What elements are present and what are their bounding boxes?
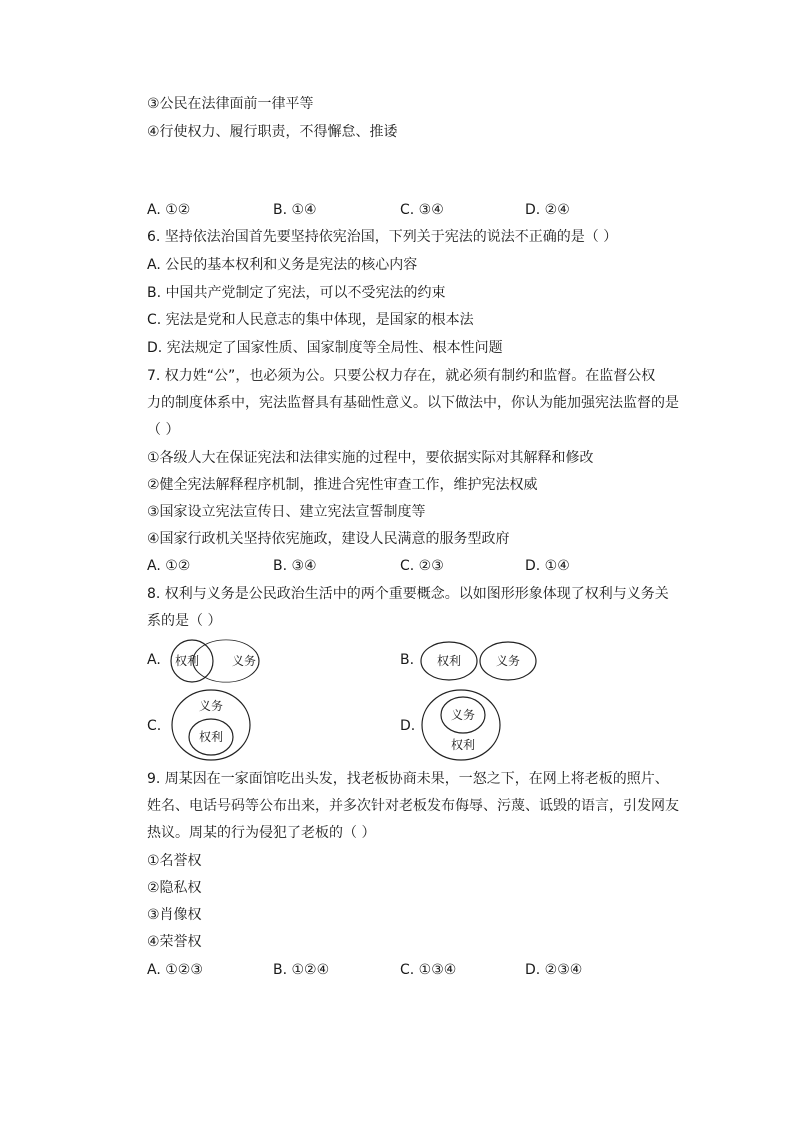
q7-statement-2: ②健全宪法解释程序机制，推进合宪性审查工作，维护宪法权威 — [147, 477, 538, 493]
q6-option-a: A. 公民的基本权利和义务是宪法的核心内容 — [147, 257, 418, 273]
q5-statement-4: ④行使权力、履行职责，不得懈怠、推诿 — [147, 124, 398, 140]
q5-option-d: D. ②④ — [525, 202, 570, 218]
q7-option-b: B. ③④ — [273, 558, 317, 574]
q8-figure-d-duties-inside — [420, 688, 502, 762]
q5-option-a: A. ①② — [147, 202, 191, 218]
q5-statement-3: ③公民在法律面前一律平等 — [147, 96, 314, 112]
q5-option-c: C. ③④ — [400, 202, 444, 218]
rights-label: 权利 — [451, 738, 476, 752]
duties-label: 义务 — [451, 708, 476, 722]
q7-stem-line-3: （ ） — [147, 422, 180, 438]
q8-figure-c-rights-inside — [170, 688, 252, 762]
q6-option-b: B. 中国共产党制定了宪法，可以不受宪法的约束 — [147, 285, 446, 301]
q8-stem-line-2: 系的是（ ） — [147, 613, 222, 629]
q7-stem-line-2: 力的制度体系中，宪法监督具有基础性意义。以下做法中，你认为能加强宪法监督的是 — [147, 395, 679, 411]
duties-label: 义务 — [232, 654, 257, 668]
q8-option-b-label: B. — [400, 652, 415, 668]
q7-option-c: C. ②③ — [400, 558, 444, 574]
duties-label: 义务 — [199, 699, 224, 713]
q9-statement-3: ③肖像权 — [147, 907, 202, 923]
q8-figure-b-separate — [420, 641, 538, 681]
rights-label: 权利 — [199, 730, 224, 744]
q8-figure-a-overlap — [166, 638, 266, 684]
q7-option-d: D. ①④ — [525, 558, 570, 574]
q7-statement-3: ③国家设立宪法宣传日、建立宪法宣誓制度等 — [147, 504, 426, 520]
q9-option-b: B. ①②④ — [273, 962, 330, 978]
q6-option-d: D. 宪法规定了国家性质、国家制度等全局性、根本性问题 — [147, 340, 503, 356]
q9-option-d: D. ②③④ — [525, 962, 583, 978]
duties-label: 义务 — [496, 654, 521, 668]
q6-stem: 6. 坚持依法治国首先要坚持依宪治国，下列关于宪法的说法不正确的是（ ） — [147, 229, 618, 245]
q9-statement-4: ④荣誉权 — [147, 934, 202, 950]
q7-stem-line-1: 7. 权力姓“公”，也必须为公。只要公权力存在，就必须有制约和监督。在监督公权 — [147, 368, 656, 384]
q9-statement-1: ①名誉权 — [147, 853, 202, 869]
q9-option-c: C. ①③④ — [400, 962, 457, 978]
q9-stem-line-2: 姓名、电话号码等公布出来，并多次针对老板发布侮辱、污蔑、诋毁的语言，引发网友 — [147, 798, 679, 814]
q7-statement-1: ①各级人大在保证宪法和法律实施的过程中，要依据实际对其解释和修改 — [147, 450, 594, 466]
q9-stem-line-3: 热议。周某的行为侵犯了老板的（ ） — [147, 825, 376, 841]
q7-option-a: A. ①② — [147, 558, 191, 574]
q5-option-b: B. ①④ — [273, 202, 317, 218]
q8-option-d-label: D. — [400, 718, 416, 734]
rights-label: 权利 — [175, 654, 200, 668]
q8-option-a-label: A. — [147, 652, 161, 668]
rights-label: 权利 — [437, 654, 462, 668]
q7-statement-4: ④国家行政机关坚持依宪施政，建设人民满意的服务型政府 — [147, 531, 510, 547]
q9-option-a: A. ①②③ — [147, 962, 203, 978]
q9-statement-2: ②隐私权 — [147, 880, 202, 896]
q9-stem-line-1: 9. 周某因在一家面馆吃出头发，找老板协商未果，一怒之下，在网上将老板的照片、 — [147, 771, 669, 787]
q6-option-c: C. 宪法是党和人民意志的集中体现，是国家的根本法 — [147, 312, 474, 328]
q8-stem-line-1: 8. 权利与义务是公民政治生活中的两个重要概念。以如图形形象体现了权利与义务关 — [147, 586, 669, 602]
q8-option-c-label: C. — [147, 718, 162, 734]
